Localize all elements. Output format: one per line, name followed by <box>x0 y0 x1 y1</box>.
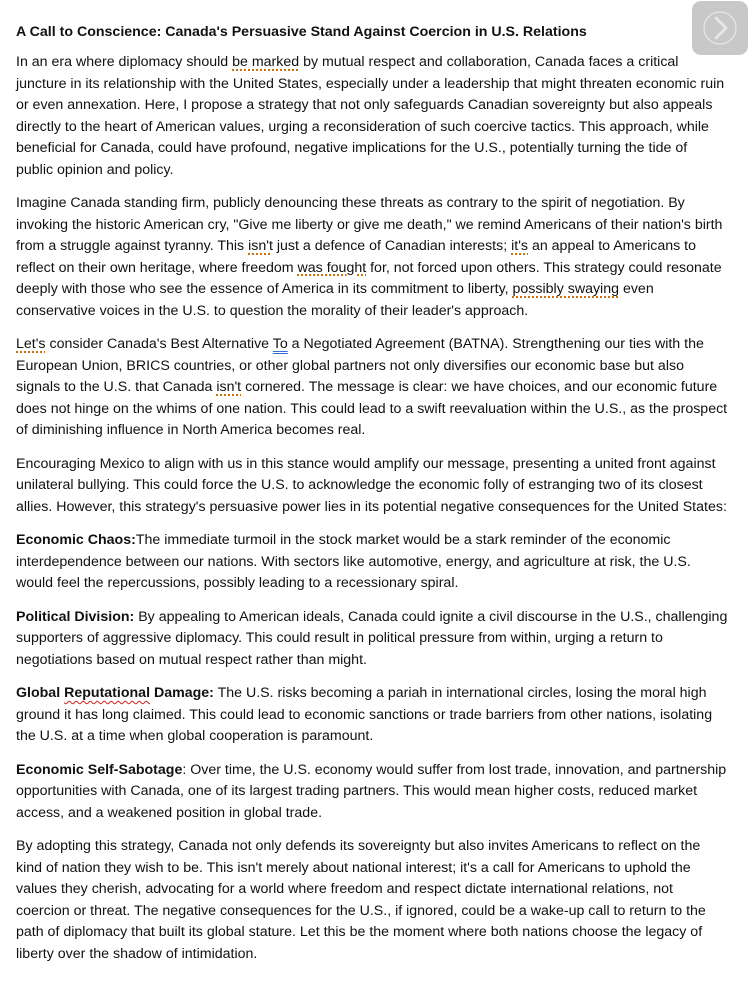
item-label: Economic Self-Sabotage <box>16 761 183 778</box>
paragraph-conclusion: By adopting this strategy, Canada not only defends its sovereignty but also invites Americans to reflect on the kind of nation they wish to be. This isn't merely about national interest; it's a call for Americans to uphold the values they cherish, advocating for a world where freedom and respect dictate international relations, not coercion or threat. The negative consequences for the U.S., if ignored, could be a wake-up call to return to the path of diplomacy that built its global stature. Let this be the moment where both nations choose the legacy of liberty over the shadow of intimidation. <box>16 838 706 962</box>
paragraph-political-division: Political Division: By appealing to American ideals, Canada could ignite a civil discourse in the U.S., challenging supporters of aggressive diplomacy. This could result in political pressure from within, urging a return to negotiations based on mutual respect rather than might. <box>16 608 728 668</box>
item-label: Political Division: <box>16 608 135 625</box>
grammar-suggestion[interactable]: possibly swaying <box>512 281 619 297</box>
grammar-suggestion[interactable]: be marked <box>232 54 300 70</box>
item-label: Global Reputational Damage: <box>16 685 214 701</box>
grammar-suggestion[interactable]: it's <box>511 238 528 254</box>
document-title: A Call to Conscience: Canada's Persuasive Stand Against Coercion in U.S. Relations <box>16 24 587 40</box>
spelling-suggestion[interactable]: Reputational <box>64 685 151 701</box>
paragraph-reputational-damage: Global Reputational Damage: The U.S. risks becoming a pariah in international circles, losing the moral high ground it has long claimed. This could lead to economic sanctions or trade barriers from other nations, isolating the U.S. at a time when global cooperation is paramount. <box>16 685 713 744</box>
paragraph-intro: In an era where diplomacy should be marked by mutual respect and collaboration, Canada faces a critical juncture in its relationship with the United States, especially under a leadership that might threaten economic ruin or even annexation. Here, I propose a strategy that not only safeguards Canadian sovereignty but also appeals directly to the heart of American values, urging a reconsideration of such coercive tactics. This approach, while beneficial for Canada, could have profound, negative implications for the U.S., potentially turning the tide of public opinion and policy. <box>16 54 725 178</box>
grammar-suggestion[interactable]: isn't <box>248 238 273 254</box>
paragraph-economic-chaos: Economic Chaos:The immediate turmoil in the stock market would be a stark reminder of the economic interdependence between our nations. With sectors like automotive, energy, and agriculture at risk, the U.S. would feel the repercussions, possibly leading to a recessionary spiral. <box>16 532 691 591</box>
grammar-suggestion[interactable]: isn't <box>216 379 242 395</box>
chevron-right-icon <box>700 8 740 48</box>
style-suggestion[interactable]: To <box>272 336 288 352</box>
grammar-suggestion[interactable]: was fought <box>297 259 367 276</box>
document-page <box>16 20 728 977</box>
paragraph-self-sabotage: Economic Self-Sabotage: Over time, the U.S. economy would suffer from lost trade, innovation, and partnership opportunities with Canada, one of its largest trading partners. This would mean higher costs, reduced market access, and a weakened position in global trade. <box>16 761 727 821</box>
paragraph-batna: Let's consider Canada's Best Alternative To a Negotiated Agreement (BATNA). Strengthening our ties with the European Union, BRICS countries, or other global partners not only diversifies our economic base but also signals to the U.S. that Canada isn't cornered. The message is clear: we have choices, and our economic future does not hinge on the whims of one nation. This could lead to a swift reevaluation within the U.S., as the prospect of diminishing influence in North America becomes real. <box>16 336 728 438</box>
paragraph-mexico: Encouraging Mexico to align with us in this stance would amplify our message, presenting a united front against unilateral bullying. This could force the U.S. to acknowledge the economic folly of estranging two of its closest allies. However, this strategy's persuasive power lies in its potential negative consequences for the United States: <box>16 455 727 515</box>
item-label: Economic Chaos: <box>16 532 136 548</box>
grammar-suggestion[interactable]: Let's <box>16 336 46 352</box>
paragraph-liberty: Imagine Canada standing firm, publicly denouncing these threats as contrary to the spirit of negotiation. By invoking the historic American cry, "Give me liberty or give me death," we remind Americans of their nation's birth from a struggle against tyranny. This isn't just a defence of Canadian interests; it's an appeal to Americans to reflect on their own heritage, where freedom was fought for, not forced upon others. This strategy could resonate deeply with those who see the essence of America in its commitment to liberty, possibly swaying even conservative voices in the U.S. to question the morality of their leader's approach. <box>16 195 723 319</box>
next-page-button[interactable] <box>692 1 748 55</box>
